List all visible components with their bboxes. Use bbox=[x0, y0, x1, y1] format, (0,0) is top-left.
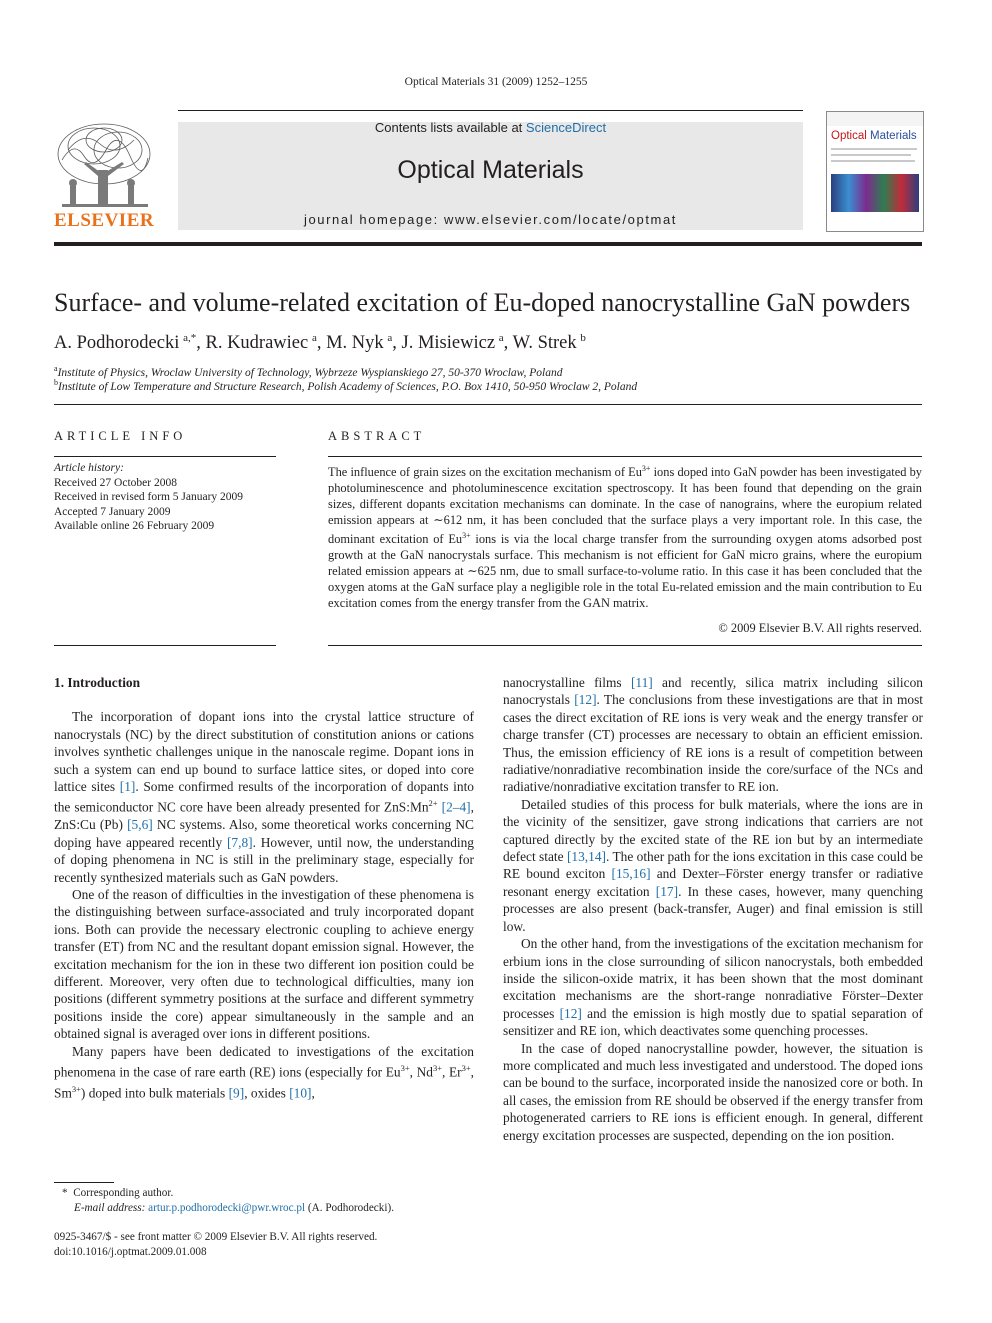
abstract-copyright: © 2009 Elsevier B.V. All rights reserved. bbox=[718, 621, 922, 635]
text-run: Detailed studies of this process for bulk materials, where the ions are in the vicinity of the sensitizer, gave strong indications that carriers are not captured directly by the excited state of the RE ion but by an intermediate defect state bbox=[503, 796, 923, 865]
text-run: , bbox=[311, 1085, 315, 1101]
cover-title bbox=[831, 130, 917, 142]
article-info-heading: ARTICLE INFO bbox=[54, 429, 187, 443]
abstract-text bbox=[328, 461, 922, 611]
text-run: , Er bbox=[442, 1064, 462, 1080]
reference-link[interactable]: [13,14] bbox=[566, 849, 607, 865]
header-top-rule bbox=[178, 110, 803, 111]
text-run: . The other path for the ions excitation in this case could be RE bound exciton bbox=[503, 849, 923, 882]
history-revised: Received in revised form 5 January 2009 bbox=[54, 491, 244, 503]
abstract-heading: ABSTRACT bbox=[328, 429, 426, 443]
contents-prefix: Contents lists available at bbox=[374, 120, 526, 135]
author-name: A. Podhorodecki bbox=[54, 333, 180, 354]
issn-line: 0925-3467/$ - see front matter © 2009 Elsevier B.V. All rights reserved. bbox=[54, 1231, 378, 1243]
affiliation bbox=[54, 364, 934, 379]
affiliation bbox=[54, 378, 934, 393]
cover-title-word-2: Materials bbox=[870, 130, 917, 142]
cover-title-word-1: Optical bbox=[831, 130, 870, 142]
reference-link[interactable]: [5,6] bbox=[127, 817, 153, 833]
abstract-bottom-rule bbox=[328, 645, 922, 646]
paragraph bbox=[503, 1040, 923, 1144]
journal-citation: Optical Materials 31 (2009) 1252–1255 bbox=[404, 76, 588, 88]
history-accepted: Accepted 7 January 2009 bbox=[54, 505, 171, 518]
contents-line bbox=[178, 120, 803, 135]
text-run: and Dexter–Förster energy transfer or radiative resonant energy excitation bbox=[503, 866, 924, 899]
superscript: 2+ bbox=[428, 798, 438, 809]
affiliation-text: Institute of Low Temperature and Structure Research, Polish Academy of Sciences, P.O. Box 1410, 50-950 Wroclaw 2, Poland bbox=[58, 380, 638, 393]
author-name: W. Strek bbox=[512, 333, 577, 354]
text-run: One of the reason of difficulties in the investigation of these phenomena is the distinguishing between surface-associated and truly incorporated dopant ions. Both can provide the necessary electronic coupling to achieve energy transfer (ET) from NC and the resultant dopant emission signal. However, the excitation mechanism for the ion in these two different ion position could be different. Moreover, very often due to technological difficulties, many ion positions (different symmetry positions at the surface and different symmetry positions inside the core) appear simultaneously in the sample and an obtained signal is averaged over ions in different positions. bbox=[54, 886, 474, 1042]
author-affiliation-mark[interactable]: a,* bbox=[183, 332, 197, 344]
history-received: Received 27 October 2008 bbox=[54, 476, 177, 489]
affiliation-rule bbox=[54, 404, 922, 405]
front-matter bbox=[54, 1230, 474, 1259]
reference-link[interactable]: [2–4] bbox=[441, 799, 471, 815]
text-run: , Nd bbox=[409, 1064, 433, 1080]
superscript: 3+ bbox=[71, 1083, 81, 1094]
paragraph bbox=[503, 796, 923, 935]
journal-cover-thumbnail[interactable] bbox=[826, 111, 924, 232]
corresponding-author-label: Corresponding author. bbox=[73, 1187, 174, 1199]
reference-link[interactable]: [10] bbox=[289, 1085, 312, 1101]
affiliation-mark: a bbox=[54, 364, 58, 373]
paragraph bbox=[503, 674, 923, 796]
abstract-superscript: 3+ bbox=[641, 464, 651, 473]
reference-link[interactable]: [11] bbox=[630, 675, 653, 690]
reference-link[interactable]: [15,16] bbox=[611, 866, 651, 882]
sciencedirect-link[interactable]: ScienceDirect bbox=[525, 120, 607, 135]
superscript: 3+ bbox=[400, 1063, 410, 1073]
text-run: The incorporation of dopant ions into the crystal lattice structure of nanocrystals (NC) by the direct substitution of constitution anions or cations involves synthetic challenges unique in the nanoscale regime. Dopant ions in such a system can end up bound to surface lattice sites, or doped into core lattice sites bbox=[54, 709, 474, 795]
doi-line[interactable]: doi:10.1016/j.optmat.2009.01.008 bbox=[54, 1245, 207, 1258]
history-online: Available online 26 February 2009 bbox=[54, 520, 215, 532]
text-run: In the case of doped nanocrystalline powder, however, the situation is more complicated and much less investigated and understood. The doped ions can be bound to the surface, incorporated inside the nanosized core or both. In all cases, the emission from RE should be observed if the energy transfer from photogenerated carriers to RE ions is efficient enough. In general, different energy excitation processes are suspected, depending on the ion position. bbox=[503, 1040, 923, 1143]
author-affiliation-mark[interactable]: a bbox=[387, 332, 393, 344]
text-run: On the other hand, from the investigations of the excitation mechanism for erbium ions in the close surrounding of silicon nanocrystals, both embedded inside the silicon-oxide matrix, it has been shown that the most dominant excitation mechanisms are the short-range nonradiative Förster–Dexter processes bbox=[503, 936, 923, 1021]
author-affiliation-mark[interactable]: b bbox=[580, 332, 586, 344]
text-run: , Sm bbox=[54, 1064, 474, 1101]
left-column bbox=[54, 674, 474, 1102]
reference-link[interactable]: [12] bbox=[559, 1005, 582, 1021]
article-history bbox=[54, 461, 243, 534]
affiliation-mark: b bbox=[54, 378, 58, 387]
reference-link[interactable]: [1] bbox=[119, 779, 136, 795]
text-run: . In these cases, however, many quenching processes are also present (back-transfer, Auger) and final emission is still low. bbox=[503, 883, 923, 934]
abstract-segment: The influence of grain sizes on the excitation mechanism of Eu bbox=[328, 465, 642, 480]
publisher-logo[interactable] bbox=[54, 120, 154, 232]
tree-icon bbox=[54, 120, 154, 210]
text-run: . However, until now, the understanding of doping phenomena in NC is still in the preliminary stage, especially for recently synthesized materials such as GaN powders. bbox=[54, 834, 474, 885]
reference-link[interactable]: [7,8] bbox=[226, 834, 253, 850]
text-run: ) doped into bulk materials bbox=[80, 1085, 229, 1101]
superscript: 3+ bbox=[461, 1063, 471, 1073]
article-info-bottom-rule bbox=[54, 645, 276, 646]
abstract-segment: ions doped into GaN powder has been investigated by photoluminescence and photoluminescence excitation spectroscopy. It has been found that depending on the grain sizes, different dopants excitation mechanisms can dominate. In the case of nanograins, where the europium related emission appears at ∼612 nm, it has been concluded that the surface plays a very important role. In this case, the dominant excitation of Eu bbox=[328, 465, 922, 547]
footnote-rule bbox=[54, 1182, 114, 1183]
text-run: and recently, silica matrix including silicon nanocrystals bbox=[503, 675, 923, 708]
email-suffix: (A. Podhorodecki). bbox=[307, 1201, 394, 1214]
superscript: 3+ bbox=[432, 1063, 443, 1073]
reference-link[interactable]: [9] bbox=[228, 1085, 245, 1101]
affiliation-text: Institute of Physics, Wroclaw University of Technology, Wybrzeze Wyspianskiego 27, 50-370 Wroclaw, Poland bbox=[57, 366, 563, 379]
header-bottom-rule bbox=[54, 242, 922, 246]
text-run: NC systems. Also, some theoretical works concerning NC doping have appeared recently bbox=[54, 817, 474, 850]
author-name: M. Nyk bbox=[326, 333, 384, 354]
text-run: nanocrystalline films bbox=[503, 675, 631, 690]
author-email-link[interactable]: artur.p.podhorodecki@pwr.wroc.pl bbox=[148, 1201, 306, 1214]
cover-image bbox=[831, 174, 919, 212]
paragraph bbox=[54, 886, 474, 1043]
text-run: . The conclusions from these investigations are that in most cases the direct excitation of RE ions is very weak and the energy transfer or charge transfer (CT) processes are necessary to obtain an efficient emission. Thus, the emission efficiency of RE ions is a result of competition between radiative/nonradiative recombination inside the core/surface of the NCs and radiative/nonradiative excitation transfer to RE ion. bbox=[503, 692, 924, 795]
author-affiliation-mark[interactable]: a bbox=[311, 332, 317, 344]
paragraph bbox=[54, 708, 474, 886]
text-run: , oxides bbox=[244, 1085, 290, 1101]
reference-link[interactable]: [12] bbox=[574, 692, 597, 708]
text-run: Many papers have been dedicated to investigations of the excitation phenomena in the case of rare earth (RE) ions (especially for Eu bbox=[54, 1043, 474, 1080]
text-run: and the emission is high mostly due to spatial separation of sensitizer and RE ion, which deactivates some quenching processes. bbox=[503, 1005, 923, 1039]
corresponding-footnote bbox=[54, 1186, 474, 1215]
publisher-name: ELSEVIER bbox=[54, 210, 155, 231]
abstract-superscript: 3+ bbox=[462, 531, 471, 541]
paragraph bbox=[54, 1043, 474, 1102]
text-run: , ZnS:Cu (Pb) bbox=[54, 799, 474, 833]
author-name: R. Kudrawiec bbox=[205, 333, 309, 354]
section-heading: 1. Introduction bbox=[54, 675, 141, 690]
text-run: . Some confirmed results of the incorporation of dopants into the semiconductor NC core have been already presented for ZnS:Mn bbox=[54, 779, 474, 815]
email-label: E-mail address: bbox=[74, 1201, 146, 1214]
author-affiliation-mark[interactable]: a bbox=[498, 332, 504, 344]
journal-homepage[interactable]: journal homepage: www.elsevier.com/locate/optmat bbox=[303, 212, 678, 227]
reference-link[interactable]: [17] bbox=[655, 883, 679, 899]
journal-name: Optical Materials bbox=[397, 156, 584, 184]
right-column bbox=[503, 674, 923, 1144]
abstract-rule bbox=[328, 456, 922, 457]
abstract-segment: ions is via the local charge transfer from the surrounding oxygen atoms adsorbed post growth at the GaN nanocrystals surface. This mechanism is not efficient for GaN micro grains, where the europium related emission appears at ∼625 nm, due to small surface-to-volume ratio. In this case it has been concluded that the oxygen atoms at the GaN surface play a negligible role in the total Eu-related emission and the main contribution to Eu excitation comes from the energy transfer from the GAN matrix. bbox=[328, 532, 922, 611]
author-list: A. Podhorodecki $^{a,*}$, R. Kudrawiec $^a$, M. Nyk $^a$, J. Misiewicz $^a$, W. Strek $^b$ bbox=[54, 332, 586, 354]
author-name: J. Misiewicz bbox=[401, 333, 496, 354]
article-history-label: Article history: bbox=[54, 462, 124, 474]
footnote-star: * bbox=[62, 1187, 68, 1199]
paragraph bbox=[503, 935, 923, 1039]
article-info-rule bbox=[54, 456, 276, 457]
article-title: Surface- and volume-related excitation of Eu-doped nanocrystalline GaN powders bbox=[54, 288, 911, 317]
